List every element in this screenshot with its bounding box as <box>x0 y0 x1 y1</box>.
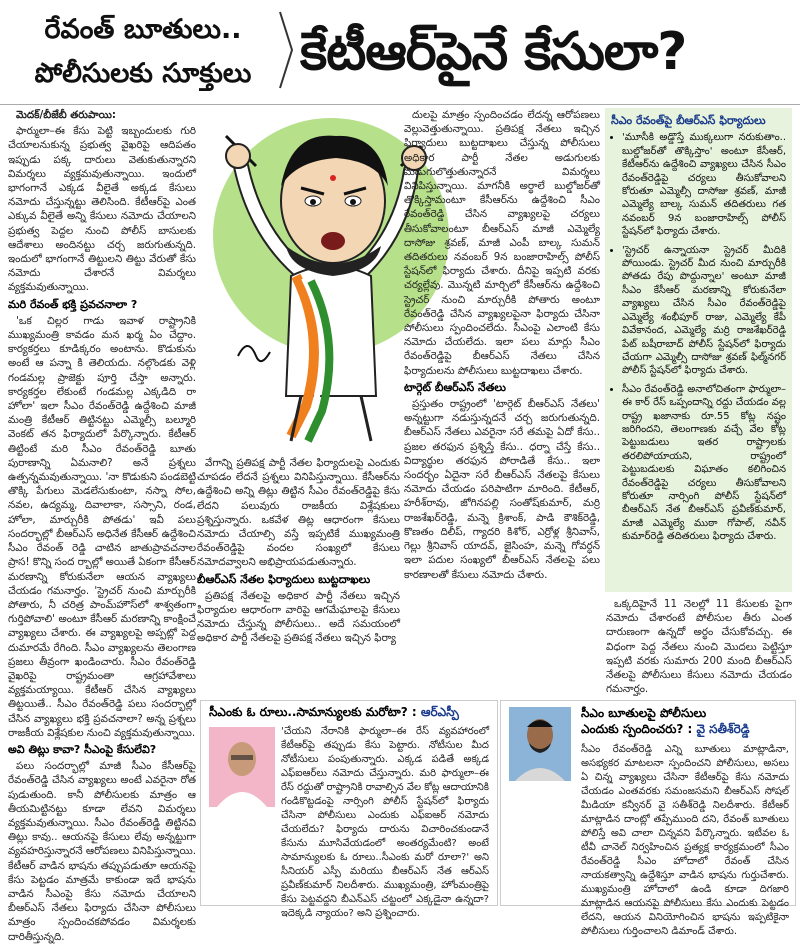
col3-subheading: టార్గెట్ బీఆర్ఎస్ నేతలు <box>404 380 506 394</box>
box-right-text: సీఎం రేవంత్‌రెడ్డి ఎన్ని బూతులు మాట్లాడినా, అసభ్యకర మాటలనా స్పందించని పోలీసులు, అసలు ఏ చిన్న వ్యాఖ్యలు చేసినా కేటీఆర్‌పై కేసు నమోదు చేయడం ఎంతవరకు సమంజసమని బీఆర్ఎస్ సోషల్ మీడియా కన్వీనర్ వై సతీశ్‌రెడ్డి నిలదీశారు. కేటీఆర్ మాట్లాడిన దాంట్లో తప్పేముంది దని, రేవంత్ బూతులు పోలిస్తే అవి చాలా చిన్నవని పేర్కొన్నారు. ఇటీవల ఓ టీవీ చానెల్ నిర్వహించిన ప్రత్యక్ష కార్యక్రమంలో సీఎం రేవంత్‌రెడ్డి సీఎం హోదాలో రేవంత్ చేసిన నాయకత్వాన్ని ఉద్దేశిస్తూ వాడిన భాషను గుర్తుచేశారు. ముఖ్యమంత్రి హోదాలో ఉండి కూడా దిగజారి మాట్లాడిన ఆయనపై పోలీసులు కేసు ఎందుకు పెట్టడం లేదని, ఆయన వినియోగించిన భాషను ఇప్పటికైనా పోలీసులు గుర్తించాలని డిమాండ్ చేశారు. <box>581 744 789 937</box>
box-right-title-1: సీఎం బూతులపై పోలీసులు <box>581 706 707 720</box>
box-right-speaker: వై సతీశ్‌రెడ్డి <box>696 722 750 736</box>
kicker-line-1: రేవంత్ బూతులు.. <box>44 14 242 45</box>
col3-paragraph-1: దులపై మాత్రం స్పందించడం లేదన్న ఆరోపణలు వెల్లువెత్తుతున్నాయి. ప్రతిపక్ష నేతలు ఇచ్చిన ఫిర్యాదులు బుట్టదాఖలు చేస్తున్న పోలీసులు అధికార పార్టీ నేతల అడుగులకు మడుగులొత్తుతున్నారనే విమర్శలు వినిపిస్తున్నాయి. మాగనీకి అర్థాలే బుల్డోజర్‌తో తొక్కిస్తామంటూ కేసీఆర్‌ను ఉద్దేశించి సీఎం రేవంత్‌రెడ్డి చేసిన వ్యాఖ్యలపై చర్యలు తీసుకోవాలంటూ బీఆర్ఎస్ మాజీ ఎమ్మెల్యే దాసోజు శ్రవణ్, మాజీ ఎంపీ బాల్క సుమన్ తదితరులు నవంబర్ 9న బంజారాహిల్స్ పోలీస్ స్టేషన్‌లో ఫిర్యాదు చేశారు. దీనిపై ఇప్పటి వరకు చర్యల్లేవు. మొన్నటి మార్చిలో కేసీఆర్‌ను ఉద్దేశించి స్ట్రెచర్ నుంచి మార్చురీకి పోతారు అంటూ రేవంత్‌రెడ్డి చేసిన వ్యాఖ్యలపైనా ఫిర్యాదు చేసినా పోలీసులు స్పందించలేదు. సీఎంపై ఎలాంటి కేసు నమోదు చేయలేదు. ఇలా పలు మార్లు సీఎం రేవంత్‌రెడ్డిపై బీఆర్ఎస్ నేతలు చేసిన ఫిర్యాదులను పోలీసులు బుట్టదాఖలు చేశారు. <box>404 109 600 377</box>
kicker <box>12 8 274 96</box>
speaker-photo-right <box>509 707 571 781</box>
speaker-photo-left <box>209 727 275 807</box>
box-left-text: 'చేయని నేరానికి ఫార్ములా–ఈ రేస్ వ్యవహారంలో కేటీఆర్‌పై తప్పుడు కేసు పెట్టారు. నోటీసుల మీద నోటీసులు పంపుతున్నారు. ఎక్కడ పడితే అక్కడ ఎఫ్‌ఐఆర్‌లు నమోదు చేస్తున్నారు. మరి ఫార్ములా–ఈ రేస్ రద్దుతో రాష్ట్రానికి రావాల్సిన వేల కోట్ల ఆదాయానికి గండికొట్టడంపై నార్సింగి పోలీస్ స్టేషన్‌లో ఫిర్యాదు చేసినా పోలీసులు ఎందుకు ఎఫ్‌ఐఆర్ నమోదు చేయలేదు? ఫిర్యాదు దారును విచారించకుండానే కేసును మూసివేయడంలో అంతర్యమేంటి? అంటే సామాన్యులకు ఓ రూలు..సీఎంకు మరో రూలా?' అని సీనియర్ ఎస్పీ మరియు బీఆర్ఎస్ నేత ఆర్‌ఎస్ ప్రవీణ్‌కుమార్ నిలదీశారు. ముఖ్యమంత్రి, హోంమంత్రిపై కేసు పెట్టవద్దని బీఎన్ఎస్ చట్టంలో ఎక్కడైనా ఉన్నదా? ఇదెక్కడి న్యాయం? అని ప్రశ్నించారు. <box>281 726 489 919</box>
kicker-line-2: పోలీసులకు సూక్తులు <box>34 58 252 89</box>
col1-subheading-2: అవి తిట్లు కావా? సీఎంపై కేసులేవి? <box>8 742 157 756</box>
col4-paragraph: ఒక్కదిహైనే 11 నెలల్లో 11 కేసులకు పైగా నమోదు చేశారంటే పోలీసుల తీరు ఎంత దారుణంగా ఉన్నదో అర్థం చేసుకోవచ్చు. ఈ విధంగా పెద్ద నేతలు నుంచి మొదలు పెట్టిస్తూ ఇప్పటి వరకు సుమారు 200 మంది బీఆర్ఎస్ నేతలపై పోలీసులు కేసులు నమోదు చేయడం గమనార్హం. <box>606 598 792 696</box>
box-left-heading: సీఎంకు ఓ రూలు..సామాన్యులకు మరోటా? : ఆర్ఎస్పీ <box>209 705 459 719</box>
column-3 <box>404 108 600 694</box>
column-4-bottom <box>606 597 792 695</box>
col1-paragraph-2: 'ఒక చిల్లర గాడు ఇవాళ రాష్ట్రానికి ముఖ్యమంత్రి కావడం మన ఖర్మ ఏం చేద్దాం. కార్యకర్తలు కూడిక్కరం అంటాను. కొడుకును అంటే ఆ పన్నా కి తెలియదు. నల్గొండకు వెళ్లి గండమల్ల ప్రాజెక్టు పూర్తి చేస్తా అన్నారు. కార్యకర్తల లేకుంటే గండమల్ల ఎక్కడిది రా హోలా' ఇలా సీఎం రేవంత్‌రెడ్డి ఉద్దేశించి మాజీ మంత్రి కేటీఆర్ తిట్టినట్టు ఎమ్మెల్సీ బల్మూరి వెంకట్ తన ఫిర్యాదులో పేర్కొన్నారు. కేటీఆర్ తిట్టింటే మరి సీఎం రేవంత్‌రెడ్డి బూతు పురాణాన్ని ఏమనాలి? అనే ప్రశ్నలు ఉత్పన్నమవుతున్నాయి. 'నా కొడుకుని పండబెట్టి తొక్కి పేగులు మెడలేసుకుంటా, నస్నా సోల, నవల, ఉద్యమ్మ, దివాలాకా, సస్సాని, రండ, హోలా, మార్చురీకి పోతడు' ఇవీ పలు సందర్భాల్లో బీఆర్ఎస్ అధినేత కేసీఆర్ ఉద్దేశించి సీఎం రేవంత్ రెడ్డి చాటిన జాతుప్రావచనాల ప్రాస! కొన్ని సంద ర్బాల్లో అయితే ఏకంగా కేసీఆర్ మరణాన్ని కోరుకునేలా ఆయన వ్యాఖ్యలు చేయడం గమనార్హం. 'స్ట్రెచర్ నుంచి మార్చురీకి పోతారు, నీ చరిత్ర పాంమ్‌హౌస్‌లో శాశ్వతంగా గుర్తిపోవాలి' అంటూ కేసీఆర్ మరణాన్ని కాంక్షించే వ్యాఖ్యలు చేశారు. ఈ వ్యాఖ్యలపై అప్పట్లో పెద్ద దుమారమే రేగింది. సీఎం వ్యాఖ్యలను తెలంగాణ ప్రజలు తీవ్రంగా ఖండించారు. సీఎం రేవంత్‌రెడ్డి వైఖరిపై రాష్ట్రమంతా ఆగ్రహావేశాలు వ్యక్తమయ్యాయి. కేటీఆర్ చేసిన వ్యాఖ్యలు తిట్టయితే.. సీఎం రేవంత్‌రెడ్డి పలు సందర్భాల్లో చేసిన వ్యాఖ్యలు భక్తి ప్రవచనాలా? అన్న ప్రశ్నలు రాజకీయ విశ్లేషకుల నుంచి వ్యక్తమవుతున్నాయి. <box>8 314 197 739</box>
column-1 <box>8 108 197 943</box>
box-left-title: సీఎంకు ఓ రూలు..సామాన్యులకు మరోటా? <box>209 705 408 719</box>
box-left-speaker: ఆర్ఎస్పీ <box>420 705 459 719</box>
headline-banner <box>0 0 800 105</box>
quote-box-left <box>200 700 498 919</box>
quote-box-right <box>500 700 796 937</box>
box-right-heading: సీఎం బూతులపై పోలీసులు ఎందుకు స్పందించరు? : వై సతీశ్‌రెడ్డి <box>581 705 791 737</box>
chevron-divider-icon <box>276 10 296 90</box>
col2-upper-paragraph-2: ప్రతిపక్ష నేతలపై అధికార పార్టీ నేతలు ఇచ్చిన ఫిర్యాదుల ఆధారంగా వారిపై ఆగమేఘాలపై కేసులు నమోదు చేస్తున్న పోలీసులు.. అదే సమయంలో అధికార పార్టీ నేతలపై ప్రతిపక్ష నేతలు ఇచ్చిన ఫిర్యా <box>197 589 400 645</box>
dateline: మెదక్/బీజేబీ తరుపాయి: <box>16 109 116 121</box>
sidebar-item: • 'స్ట్రెచర్ ఉన్నాయనా స్ట్రెచర్ మీదికి పోయిండు. స్ట్రెచర్ మీద నుంచి మార్చురీకి పోతడు రేపు పొద్దున్నాల' అంటూ మాజీ సీఎం కేసీఆర్ మరణాన్ని కోరుకునేలా వ్యాఖ్యలు చేసిన సీఎం రేవంత్‌రెడ్డిపై ఎమ్మెల్యే శంభీపూర్ రాజు, ఎమ్మెల్యే కేపీ వివేకానంద, ఎమ్మెల్యే మర్రి రాజశేఖర్‌రెడ్డి పేట్ బషీరాబాద్ పోలీస్ స్టేషన్‌లో ఫిర్యాదు చేయగా ఎమ్మెల్సీ దాసోజు శ్రవణ్ ఫిల్మ్‌నగర్ పోలీస్ స్టేషన్‌లో ఫిర్యాదు చేశారు. <box>622 244 786 378</box>
col2-upper-paragraph-1: వేగాన్ని ప్రతిపక్ష పార్టీ నేతల ఫిర్యాదులపై ఎందుకు చూపడం లేదనే ప్రశ్నలు వినిపిస్తున్నాయి. కేసీఆర్‌ను ఉద్దేశించి అన్ని తిట్లు తిట్టిన సీఎం రేవంత్‌రెడ్డిపై కేసు లేదని పలువురు రాజకీయ విశ్లేషకులు ప్రశ్నిస్తున్నారు. ఒకవేళ తిట్ల ఆధారంగా కేసులు నమోదు చేయాల్సి వస్తే ఇప్పటికే ముఖ్యమంత్రి రేవంత్‌రెడ్డిపై వందల సంఖ్యలో కేసులు నమోదవ్వాలని అభిప్రాయపడుతున్నారు. <box>197 457 400 569</box>
col1-paragraph-3: పలు సందర్భాల్లో మాజీ సీఎం కేసీఆర్‌పై రేవంత్‌రెడ్డి చేసిన వ్యాఖ్యలు అంటే ఎవరైనా రోత పుడుతుంది. కానీ పోలీసులకు మాత్రం ఆ తీయమిట్టినట్టు కూడా లేవని విమర్శలు వ్యక్తమవుతున్నాయి. సీఎం రేవంత్‌రెడ్డి తిట్టినవి తిట్లు కావు.. ఆయనపై కేసులు లేవు అన్నట్టుగా వ్యవహరిస్తున్నారనే ఆరోపణలు వినిపిస్తున్నాయి. కేటీఆర్ వాడిన భాషను తప్పుపడుతూ ఆయనపై కేసు పెట్టడం మాత్రమే కాకుండా ఇదే భాషను వాడిన సీఎంపై కేసు నమోదు చేయాలని బీఆర్ఎస్ నేతలు ఫిర్యాదు చేసినా పోలీసులు మాత్రం స్పందించకపోవడం విమర్శలకు దారితీస్తున్నది. <box>8 760 196 943</box>
box-right-title-2: ఎందుకు స్పందించరు? <box>581 722 684 736</box>
sidebar-item: • సీఎం రేవంత్‌రెడ్డి అనాలోచితంగా ఫార్ములా–ఈ కార్ రేస్ ఒప్పందాన్ని రద్దు చేయడం వల్ల రాష్ట్ర ఖజానాకు రూ.55 కోట్ల నష్టం జరిగిందని, తెలంగాణకు వచ్చే వేల కోట్ల పెట్టుబడులు ఇతర రాష్ట్రాలకు తరలిపోయాయని, రాష్ట్రంలో పెట్టుబడులకు విఘాతం కలిగించిన రేవంత్‌రెడ్డిపై చర్యలు తీసుకోవాలని కోరుతూ నార్సింగి పోలీస్ స్టేషన్‌లో బీఆర్ఎస్ నేత బీఆర్ఎస్ ప్రవీణ్‌కుమార్, మాజీ ఎమ్మెల్యే ముఠా గోపాల్, నవీన్ కుమార్‌రెడ్డి తదితరులు ఫిర్యాదు చేశారు. <box>622 383 786 544</box>
col1-subheading-1: మరి రేవంత్‌ భక్తి ప్రవచనాలా ? <box>8 297 138 311</box>
sidebar-item: • 'మూసీకి అడ్డొస్తే ముక్కలుగా నరుకుతాం.. బుల్డోజర్‌తో తొక్కిస్తాం' అంటూ కేసీఆర్, కేటీఆర్‌ను ఉద్దేశించి వ్యాఖ్యలు చేసిన సీఎం రేవంత్‌రెడ్డిపై చర్యలు తీసుకోవాలని కోరుతూ ఎమ్మెల్సీ దాసోజు శ్రవణ్, మాజీ ఎమ్మెల్యే బాల్క సుమన్ తదితరులు గత నవంబర్ 9న బంజారాహిల్స్ పోలీస్ స్టేషన్‌లో ఫిర్యాదు చేశారు. <box>622 131 786 238</box>
col3-paragraph-2: ప్రస్తుతం రాష్ట్రంలో 'టార్గెట్ బీఆర్ఎస్ నేతలు' అన్నట్టుగా నడుస్తున్నదనే చర్చ జరుగుతున్నది. బీఆర్ఎస్ నేతలు ఎవరైనా సరే తమపై ఏదో కేసు.. ప్రజల తరఫున ప్రశ్నిస్తే కేసు.. ధర్నా చేస్తే కేసు.. విద్యార్థుల తరఫున పోరాడితే కేసు.. ఇలా సందర్భం ఏదైనా సరే బీఆర్ఎస్ నేతలపై కేసులు నమోదు చేయడం పరిపాటిగా మారింది. కేటీఆర్, హరీశ్‌రావు, జోగినపల్లి సంతోష్‌కుమార్, మర్రి రాజశేఖర్‌రెడ్డి, మన్నె క్రిశాంక్, పాడి కౌశిక్‌రెడ్డి, కొణతం దిలీప్, గ్యాదరి కిశోర్, ఎర్రోళ్ల శ్రీనివాస్, గెల్లు శ్రీనివాస్ యాదవ్, జైసింహ, మన్నె గోవర్ధన్ ఇలా పదుల సంఖ్యలో బీఆర్ఎస్ నేతలపై పలు కారణాలతో కేసులు నమోదు చేశారు. <box>404 398 600 581</box>
complaints-sidebar <box>605 108 792 592</box>
column-2-upper <box>197 456 400 694</box>
col2-upper-subheading: బీఆర్ఎస్ నేతల ఫిర్యాదులు బుట్టదాఖలు <box>197 572 371 586</box>
main-headline: కేటీఆర్‌పైనే కేసులా? <box>300 22 687 82</box>
sidebar-title: సీఎం రేవంత్‌పై బీఆర్ఎస్ ఫిర్యాదులు <box>611 114 766 127</box>
col1-paragraph-1: ఫార్ములా–ఈ కేసు పెట్టి ఇబ్బందులకు గురి చేయాలనుకున్న ప్రభుత్వ వైఖరిపై ఆదిపతం ఇప్పుడు పక్క దారులు వెతుకుతున్నారని విమర్శలు వ్యక్తమవుతున్నాయి. ఇందులో భాగంగానే ఎక్కడ వీలైతే అక్కడ కేసులు నమోదు చేస్తున్నట్టు తెలిసింది. కేటీఆర్‌పై ఎంత ఎక్కువ వీలైతే అన్ని కేసులు నమోదు చేయాలని ప్రభుత్వ పెద్దల నుంచి పోలీస్ బాసులకు ఆదేశాలు అందినట్టు చర్చ జరుగుతున్నది. ఇందులో భాగంగానే తిట్టులని తిట్టు వేరుతో కేసు నమోదు చేశారనే విమర్శలు వ్యక్తమవుతున్నాయి. <box>8 125 196 294</box>
